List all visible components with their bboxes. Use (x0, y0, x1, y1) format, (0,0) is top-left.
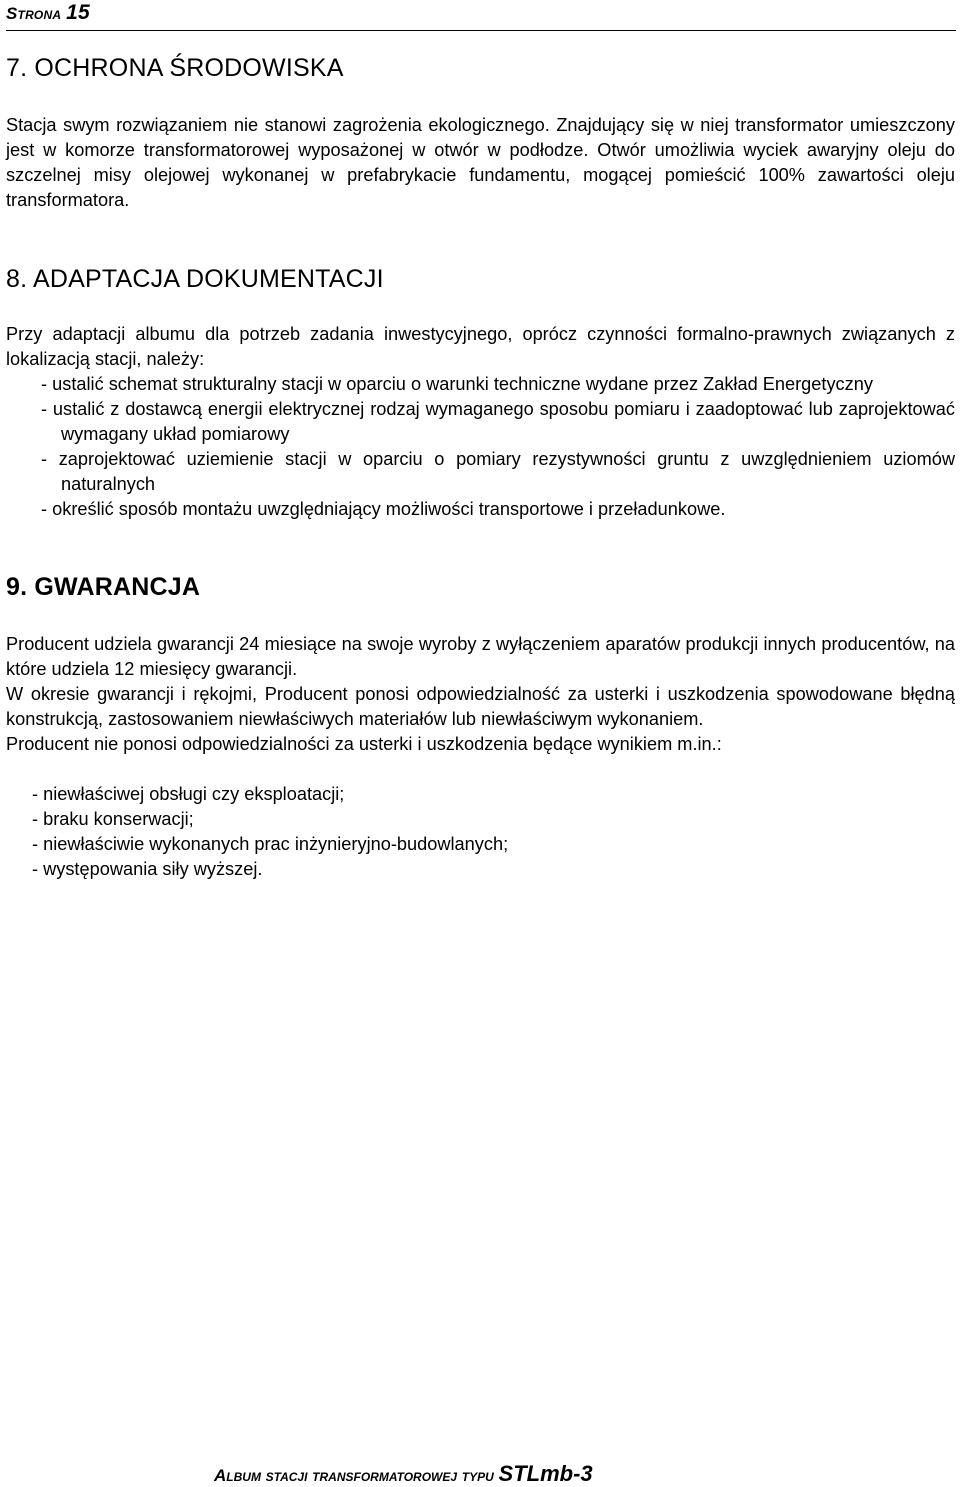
section-9-title: 9. GWARANCJA (6, 573, 201, 601)
page-footer (214, 1461, 593, 1487)
list-item: - występowania siły wyższej. (32, 859, 263, 879)
footer-text: Album stacji transformatorowej typu (214, 1466, 494, 1485)
list-item: - określić sposób montażu uwzględniający możliwości transportowe i przeładunkowe. (41, 499, 726, 519)
section-9-paragraph-1: Producent udziela gwarancji 24 miesiące na swoje wyroby z wyłączeniem aparatów produkcji innych producentów, na które udziela 12 miesięcy gwarancji. (6, 634, 955, 679)
list-item: - niewłaściwej obsługi czy eksploatacji; (32, 784, 345, 804)
section-8-intro (6, 322, 955, 372)
list-item: - zaprojektować uziemienie stacji w oparciu o pomiary rezystywności gruntu z uwzględnieniem uziomów naturalnych (41, 449, 955, 494)
footer-model: STLmb-3 (498, 1461, 593, 1486)
section-9-body (6, 632, 955, 757)
section-7-title: 7. OCHRONA ŚRODOWISKA (6, 54, 344, 82)
page-header (6, 0, 956, 31)
page-label-text: Strona (6, 4, 62, 23)
section-7-paragraph: Stacja swym rozwiązaniem nie stanowi zagrożenia ekologicznego. Znajdujący się w niej transformator umieszczony jest w komorze transformatorowej wyposażonej w otwór w podłodze. Otwór umożliwia wyciek awaryjny oleju do szczelnej misy olejowej wykonanej w prefabrykacie fundamentu, mogącej pomieścić 100% zawartości oleju transformatora. (6, 115, 955, 210)
section-7-body (6, 113, 955, 213)
page-number: 15 (66, 1, 90, 24)
page-number-label (6, 1, 90, 25)
section-9-paragraph-2: W okresie gwarancji i rękojmi, Producent ponosi odpowiedzialność za usterki i uszkodzenia spowodowane błędną konstrukcją, zastosowaniem niewłaściwych materiałów lub niewłaściwym wykonaniem. (6, 684, 955, 729)
list-item: - ustalić schemat strukturalny stacji w oparciu o warunki techniczne wydane przez Zakład Energetyczny (41, 374, 873, 394)
section-9-list (6, 782, 955, 882)
section-8-title: 8. ADAPTACJA DOKUMENTACJI (6, 265, 384, 293)
list-item: - niewłaściwie wykonanych prac inżynieryjno-budowlanych; (32, 834, 509, 854)
section-9-paragraph-3: Producent nie ponosi odpowiedzialności za usterki i uszkodzenia będące wynikiem m.in.: (6, 734, 722, 754)
list-item: - ustalić z dostawcą energii elektrycznej rodzaj wymaganego sposobu pomiaru i zaadoptować lub zaprojektować wymagany układ pomiarowy (41, 399, 955, 444)
section-8-list (6, 372, 955, 522)
list-item: - braku konserwacji; (32, 809, 194, 829)
section-8-intro-text: Przy adaptacji albumu dla potrzeb zadania inwestycyjnego, oprócz czynności formalno-prawnych związanych z lokalizacją stacji, należy: (6, 324, 955, 369)
